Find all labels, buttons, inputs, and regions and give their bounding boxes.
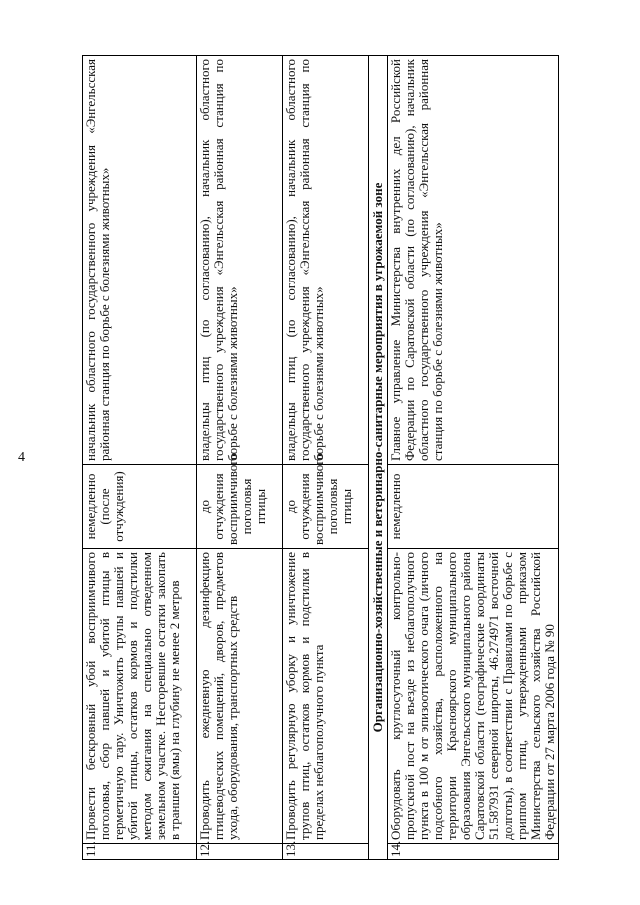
table-row bbox=[283, 56, 369, 860]
table-row bbox=[388, 56, 559, 860]
row-number: 14. bbox=[388, 844, 559, 860]
action-cell: Оборудовать круглосуточный контрольно-пропускной пост на въезде из неблагополучного пункта в 100 м от эпизоотического очага (личного подсобного хозяйства, расположенного на территории Красноярского муниципального образования Энгельсского муниципального района Саратовской области (географические координаты 51.587931 северной широты, 46.274971 восточной долготы), в соответствии с Правилами по борьбе с гриппом птиц, утвержденными приказом Министерства сельского хозяйства Российской Федерации от 27 марта 2006 года № 90 bbox=[388, 549, 559, 844]
row-number: 11. bbox=[83, 844, 197, 860]
responsible-cell: начальник областного государственного учреждения «Энгельсская районная станция по борьбе с болезнями животных» bbox=[83, 56, 197, 465]
table-row bbox=[83, 56, 197, 860]
action-cell: Проводить ежедневную дезинфекцию птицеводческих помещений, дворов, предметов ухода, оборудования, транспортных средств bbox=[197, 549, 283, 844]
rotated-table-wrapper bbox=[82, 55, 557, 860]
section-title: Организационно-хозяйственные и ветеринарно-санитарные мероприятия в угрожаемой зоне bbox=[369, 56, 388, 860]
page-number: 4 bbox=[18, 450, 25, 465]
deadline-cell: до отчуждения восприимчивого поголовья птицы bbox=[197, 465, 283, 549]
responsible-cell: владельцы птиц (по согласованию), начальник областного государственного учреждения «Энгельсская районная станция по борьбе с болезнями животных» bbox=[197, 56, 283, 465]
row-number: 13. bbox=[283, 844, 369, 860]
table-row bbox=[197, 56, 283, 860]
deadline-cell: до отчуждения восприимчивого поголовья птицы bbox=[283, 465, 369, 549]
responsible-cell: владельцы птиц (по согласованию), начальник областного государственного учреждения «Энгельсская районная станция по борьбе с болезнями животных» bbox=[283, 56, 369, 465]
measures-table bbox=[82, 55, 559, 860]
action-cell: Проводить регулярную уборку и уничтожение трупов птиц, остатков кормов и подстилки в пределах неблагополучного пункта bbox=[283, 549, 369, 844]
responsible-cell: Главное управление Министерства внутренних дел Российской Федерации по Саратовской области (по согласованию), начальник областного государственного учреждения «Энгельсская районная станция по борьбе с болезнями животных» bbox=[388, 56, 559, 465]
action-cell: Провести бескровный убой восприимчивого поголовья, сбор павшей и убитой птицы в герметичную тару. Уничтожить трупы павшей и убитой птицы, остатков кормов и подстилки методом сжигания на специально отведенном земельном участке. Несгоревшие остатки закопать в траншеи (ямы) на глубину не менее 2 метров bbox=[83, 549, 197, 844]
deadline-cell: немедленно (после отчуждения) bbox=[83, 465, 197, 549]
section-header-row bbox=[369, 56, 388, 860]
row-number: 12. bbox=[197, 844, 283, 860]
deadline-cell: немедленно bbox=[388, 465, 559, 549]
